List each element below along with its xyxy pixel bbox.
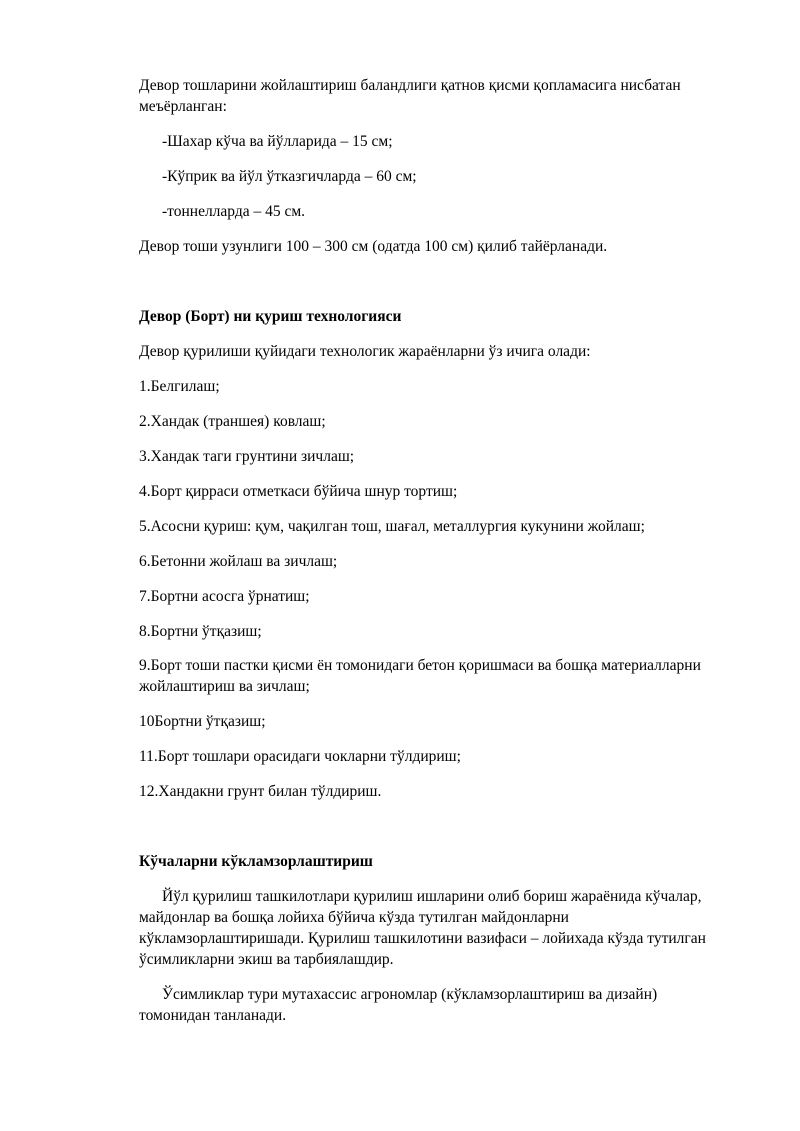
step-item: 11.Борт тошлари орасидаги чокларни тўлдириш; xyxy=(139,748,461,765)
step-item: 2.Хандак (траншея) ковлаш; xyxy=(139,413,326,430)
list-item: -Кўприк ва йўл ўтказгичларда – 60 см; xyxy=(162,168,417,185)
paragraph-line: ўсимликларни экиш ва тарбиялашдир. xyxy=(139,951,394,968)
step-item: 10Бортни ўтқазиш; xyxy=(139,713,266,730)
list-item: -тоннелларда – 45 см. xyxy=(162,203,306,220)
step-item: 8.Бортни ўтқазиш; xyxy=(139,623,262,640)
section-intro: Девор қурилиши қуйидаги технологик жараёнларни ўз ичига олади: xyxy=(139,343,591,360)
paragraph-line: томонидан танланади. xyxy=(139,1007,287,1024)
step-item: 3.Хандак таги грунтини зичлаш; xyxy=(139,448,355,465)
step-item: 6.Бетонни жойлаш ва зичлаш; xyxy=(139,553,338,570)
step-item: 4.Борт қирраси отметкаси бўйича шнур тортиш; xyxy=(139,483,458,500)
step-item: 1.Белгилаш; xyxy=(139,378,220,395)
paragraph-line: Ўсимликлар тури мутахассис агрономлар (кўкламзорлаштириш ва дизайн) xyxy=(162,986,658,1003)
step-item: 7.Бортни асосга ўрнатиш; xyxy=(139,588,310,605)
section-heading: Девор (Борт) ни қуриш технологияси xyxy=(139,308,402,325)
step-item-9-line-2: жойлаштириш ва зичлаш; xyxy=(139,678,310,695)
intro-line-2: меъёрланган: xyxy=(139,98,227,115)
step-item: 5.Асосни қуриш: қум, чақилган тош, шағал, металлургия кукунини жойлаш; xyxy=(139,518,645,535)
paragraph-line: Йўл қурилиш ташкилотлари қурилиш ишларини олиб бориш жараёнида кўчалар, xyxy=(162,888,702,905)
paragraph-line: кўкламзорлаштиришади. Қурилиш ташкилотини вазифаси – лойихада кўзда тутилган xyxy=(139,930,706,947)
intro-line-1: Девор тошларини жойлаштириш баландлиги қатнов қисми қопламасига нисбатан xyxy=(139,77,681,94)
length-note: Девор тоши узунлиги 100 – 300 см (одатда 100 см) қилиб тайёрланади. xyxy=(139,238,608,255)
step-item-9-line-1: 9.Борт тоши пастки қисми ён томонидаги бетон қоришмаси ва бошқа материалларни xyxy=(139,657,701,674)
step-item: 12.Хандакни грунт билан тўлдириш. xyxy=(139,783,382,800)
section-heading: Кўчаларни кўкламзорлаштириш xyxy=(139,853,373,870)
list-item: -Шахар кўча ва йўлларида – 15 см; xyxy=(162,133,393,150)
paragraph-line: майдонлар ва бошқа лойиха бўйича кўзда тутилган майдонларни xyxy=(139,909,569,926)
